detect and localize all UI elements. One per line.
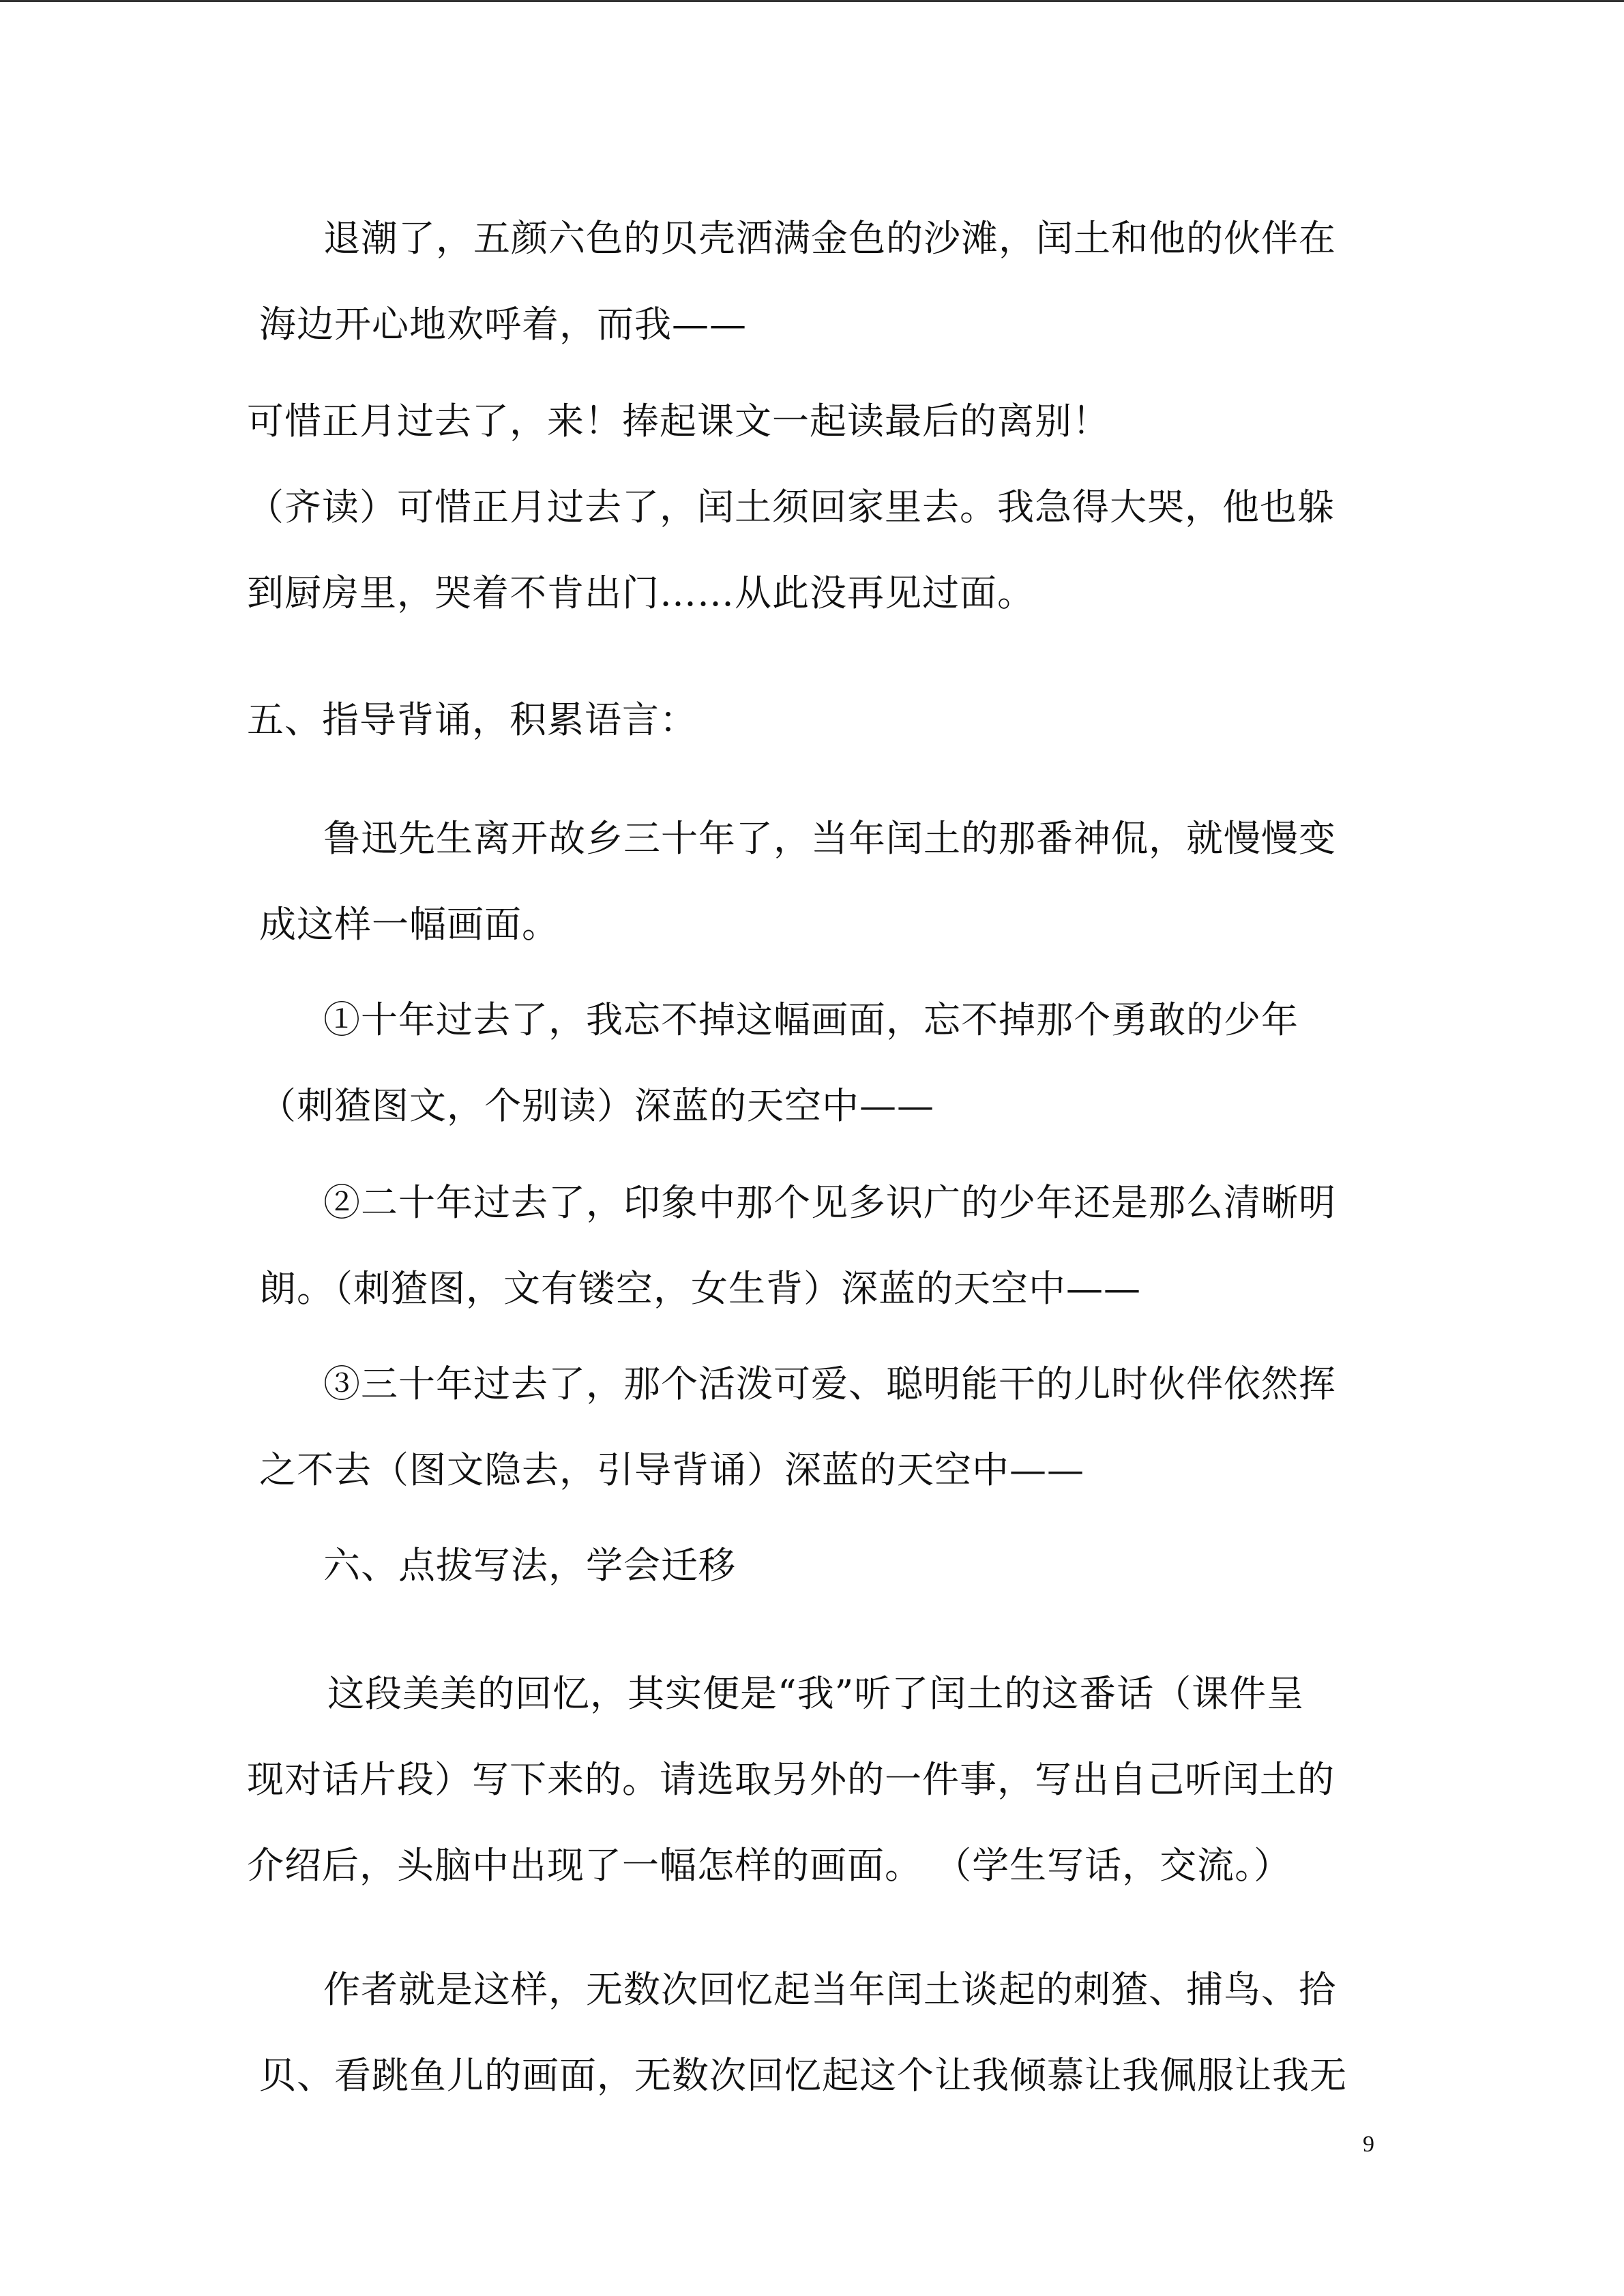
text-line: 海边开心地欢呼着，而我—— — [259, 303, 747, 346]
text-line: （齐读）可惜正月过去了，闰土须回家里去。我急得大哭，他也躲 — [247, 486, 1335, 528]
text-line: 这段美美的回忆，其实便是“我”听了闰土的这番话（课件呈 — [327, 1672, 1305, 1715]
text-line: 退潮了，五颜六色的贝壳洒满金色的沙滩，闰土和他的伙伴在 — [323, 217, 1336, 260]
text-line: 之不去（图文隐去，引导背诵）深蓝的天空中—— — [259, 1448, 1084, 1491]
text-line: 可惜正月过去了，来！捧起课文一起读最后的离别！ — [247, 400, 1110, 443]
page-number: 9 — [1363, 2132, 1374, 2157]
text-line: 现对话片段）写下来的。请选取另外的一件事，写出自己听闰土的 — [247, 1758, 1335, 1801]
text-line: ②二十年过去了，印象中那个见多识广的少年还是那么清晰明 — [323, 1181, 1336, 1224]
text-line: 朗。（刺猹图，文有镂空，女生背）深蓝的天空中—— — [259, 1267, 1141, 1310]
text-line: 作者就是这样，无数次回忆起当年闰土谈起的刺猹、捕鸟、拾 — [323, 1968, 1336, 2011]
page-top-border — [0, 0, 1624, 2]
text-line: 成这样一幅画面。 — [259, 903, 559, 946]
text-line: 鲁迅先生离开故乡三十年了，当年闰土的那番神侃，就慢慢变 — [323, 817, 1336, 860]
text-line: 介绍后，头脑中出现了一幅怎样的画面。 （学生写话，交流。） — [247, 1844, 1292, 1887]
text-line: 贝、看跳鱼儿的画面，无数次回忆起这个让我倾慕让我佩服让我无 — [259, 2054, 1347, 2097]
text-line: （刺猹图文，个别读）深蓝的天空中—— — [259, 1084, 934, 1127]
section-heading: 五、指导背诵，积累语言： — [247, 698, 697, 741]
text-line: ①十年过去了，我忘不掉这幅画面，忘不掉那个勇敢的少年 — [323, 998, 1299, 1041]
text-line: ③三十年过去了，那个活泼可爱、聪明能干的儿时伙伴依然挥 — [323, 1362, 1336, 1405]
section-heading: 六、点拔写法，学会迁移 — [323, 1544, 736, 1587]
text-line: 到厨房里，哭着不肯出门……从此没再见过面。 — [247, 571, 1035, 614]
